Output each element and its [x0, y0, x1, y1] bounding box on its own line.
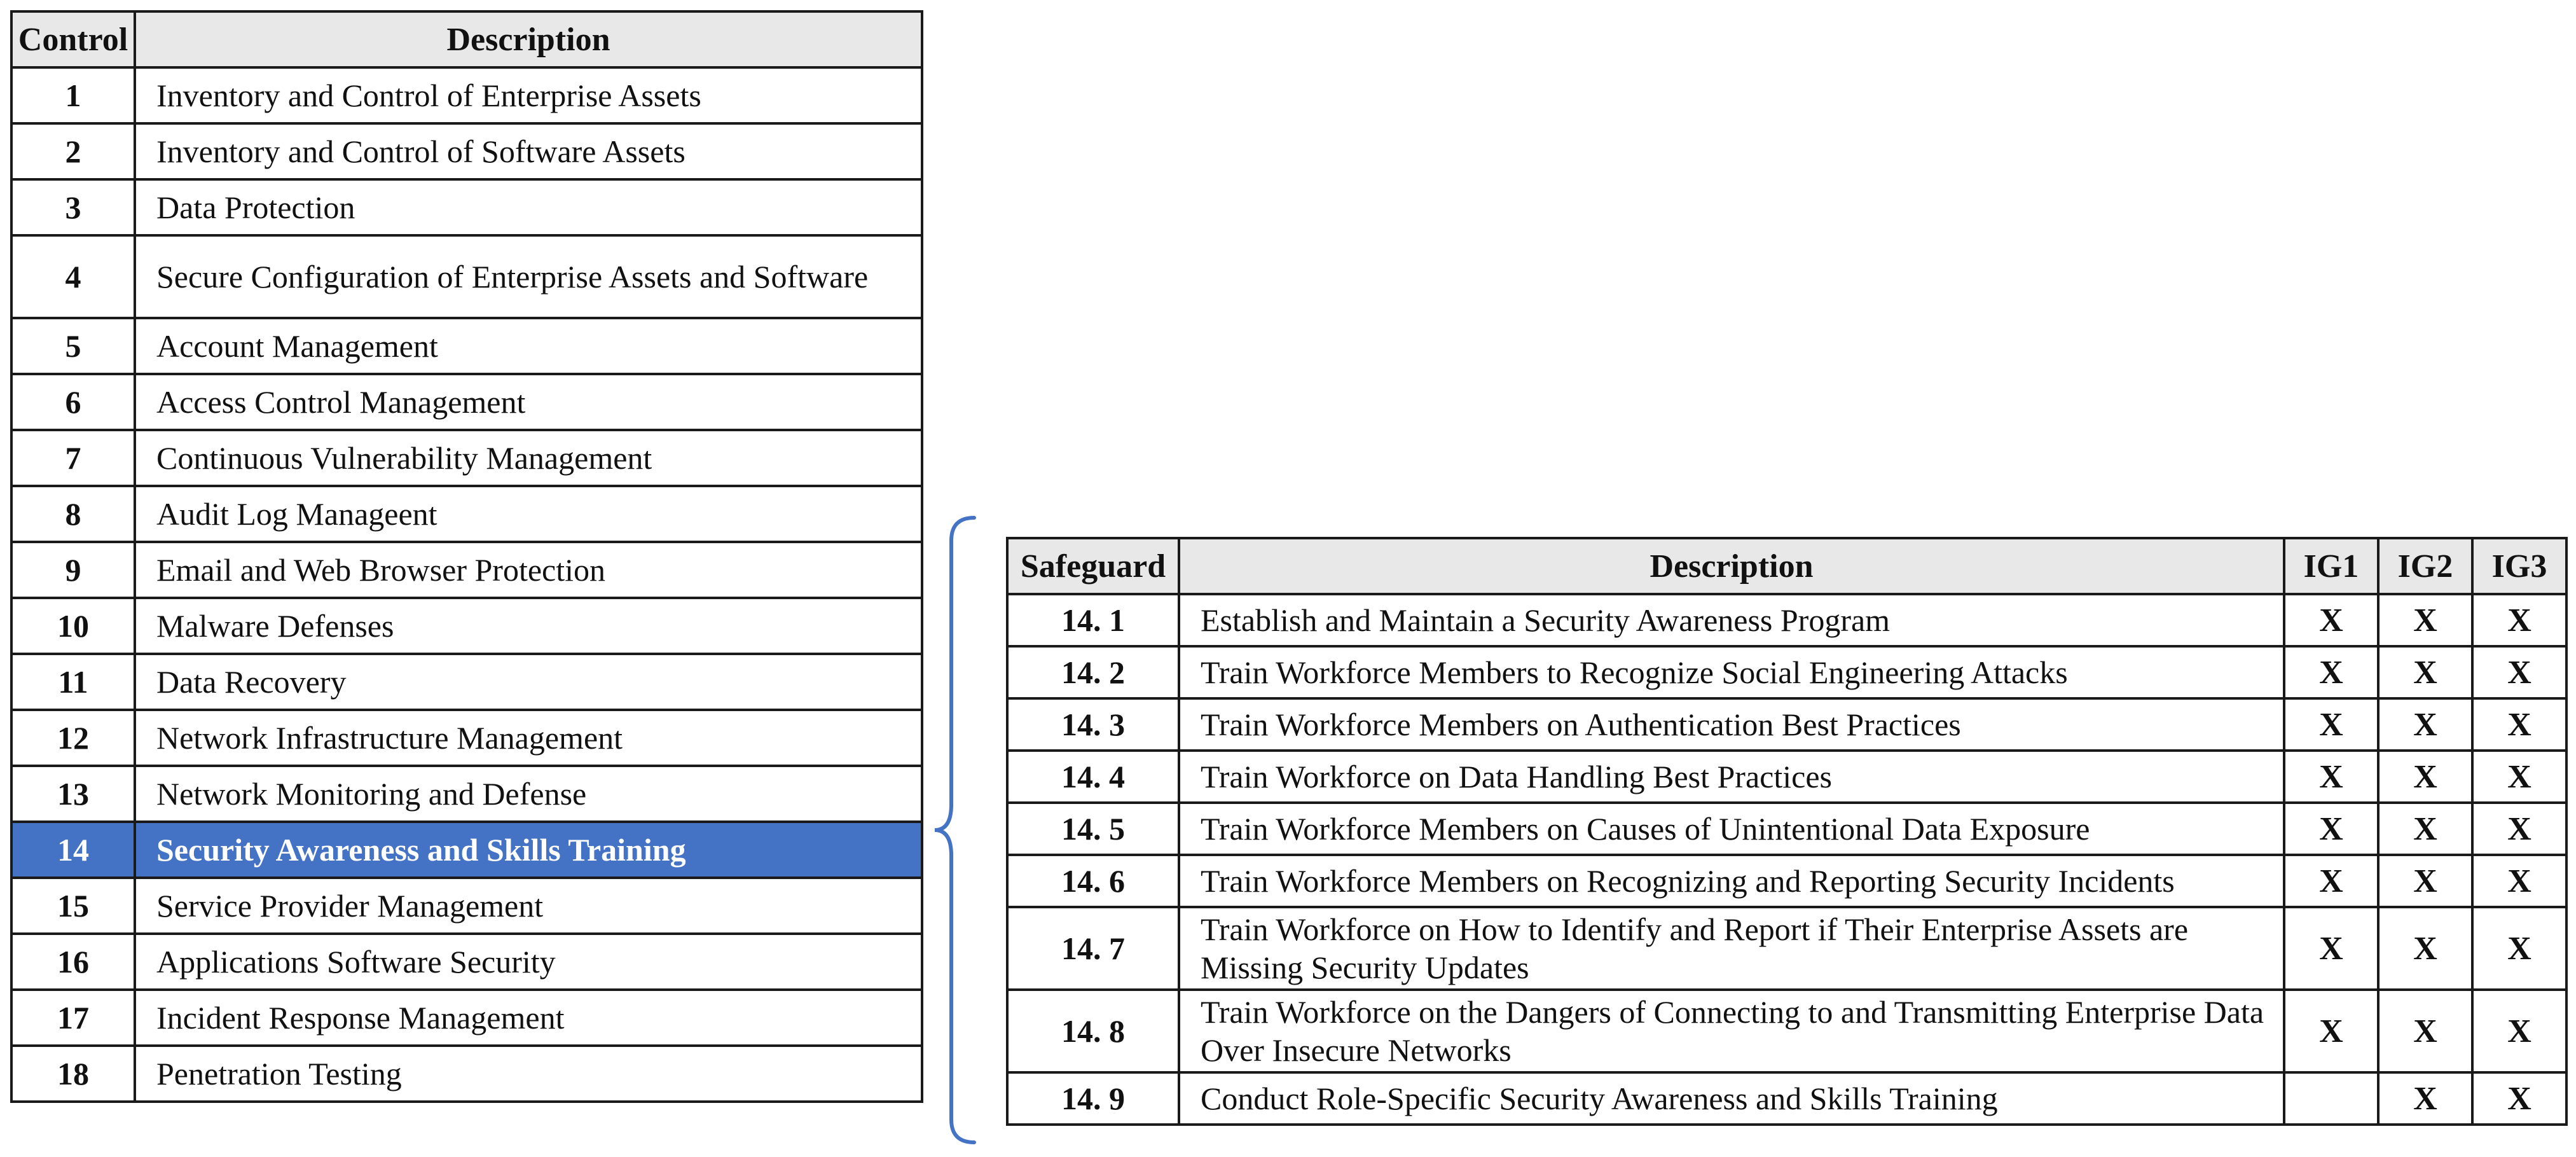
safeguard-description: Train Workforce on How to Identify and Report if Their Enterprise Assets are Missing Security Updates: [1179, 907, 2284, 990]
safeguard-number: 14. 9: [1007, 1072, 1179, 1125]
ig2-mark: X: [2378, 855, 2472, 907]
control-row: [11, 67, 922, 123]
ig3-mark: X: [2472, 855, 2566, 907]
ig2-mark: X: [2378, 1072, 2472, 1125]
safeguard-number: 14. 1: [1007, 594, 1179, 646]
ig3-mark: X: [2472, 594, 2566, 646]
column-header-description: Description: [1179, 538, 2284, 594]
safeguard-row: [1007, 803, 2566, 855]
column-header-control: Control: [11, 11, 135, 67]
safeguard-row: [1007, 990, 2566, 1072]
ig3-mark: X: [2472, 698, 2566, 751]
ig2-mark: X: [2378, 698, 2472, 751]
safeguard-description: Train Workforce Members on Authentication Best Practices: [1179, 698, 2284, 751]
ig1-mark: X: [2284, 698, 2378, 751]
safeguard-row: [1007, 751, 2566, 803]
safeguard-number: 14. 4: [1007, 751, 1179, 803]
control-description: Email and Web Browser Protection: [135, 542, 922, 598]
control-number: 7: [11, 430, 135, 486]
control-number: 10: [11, 598, 135, 654]
control-description: Audit Log Manageent: [135, 486, 922, 542]
ig3-mark: X: [2472, 907, 2566, 990]
safeguard-description: Conduct Role-Specific Security Awareness and Skills Training: [1179, 1072, 2284, 1125]
ig1-mark: X: [2284, 907, 2378, 990]
control-row: [11, 934, 922, 990]
control-row: [11, 878, 922, 934]
control-row: [11, 710, 922, 766]
ig2-mark: X: [2378, 990, 2472, 1072]
control-row: [11, 179, 922, 235]
control-description: Applications Software Security: [135, 934, 922, 990]
control-description: Incident Response Management: [135, 990, 922, 1046]
control-number: 18: [11, 1046, 135, 1102]
safeguard-description: Train Workforce Members on Recognizing and Reporting Security Incidents: [1179, 855, 2284, 907]
control-row: [11, 766, 922, 822]
control-number: 3: [11, 179, 135, 235]
control-row: [11, 990, 922, 1046]
control-row: [11, 318, 922, 374]
ig2-mark: X: [2378, 594, 2472, 646]
safeguard-description: Train Workforce Members to Recognize Social Engineering Attacks: [1179, 646, 2284, 698]
column-header-ig1: IG1: [2284, 538, 2378, 594]
safeguard-row: [1007, 1072, 2566, 1125]
control-row: [11, 430, 922, 486]
control-number: 15: [11, 878, 135, 934]
ig1-mark: [2284, 1072, 2378, 1125]
ig3-mark: X: [2472, 803, 2566, 855]
control-row: [11, 598, 922, 654]
ig1-mark: X: [2284, 990, 2378, 1072]
column-header-description: Description: [135, 11, 922, 67]
ig2-mark: X: [2378, 803, 2472, 855]
control-number: 5: [11, 318, 135, 374]
control-number: 1: [11, 67, 135, 123]
control-description: Account Management: [135, 318, 922, 374]
control-number: 9: [11, 542, 135, 598]
safeguards-table: [1006, 537, 2568, 1126]
safeguard-number: 14. 8: [1007, 990, 1179, 1072]
safeguard-description: Train Workforce on the Dangers of Connecting to and Transmitting Enterprise Data Over Insecure Networks: [1179, 990, 2284, 1072]
control-number: 8: [11, 486, 135, 542]
control-description: Data Protection: [135, 179, 922, 235]
safeguard-description: Train Workforce Members on Causes of Unintentional Data Exposure: [1179, 803, 2284, 855]
safeguard-number: 14. 2: [1007, 646, 1179, 698]
control-row: [11, 235, 922, 318]
control-row: [11, 654, 922, 710]
safeguard-number: 14. 3: [1007, 698, 1179, 751]
control-number: 4: [11, 235, 135, 318]
safeguard-description: Train Workforce on Data Handling Best Practices: [1179, 751, 2284, 803]
control-description: Continuous Vulnerability Management: [135, 430, 922, 486]
ig3-mark: X: [2472, 1072, 2566, 1125]
ig1-mark: X: [2284, 646, 2378, 698]
control-description: Secure Configuration of Enterprise Assets and Software: [135, 235, 922, 318]
safeguard-number: 14. 7: [1007, 907, 1179, 990]
safeguard-row: [1007, 646, 2566, 698]
control-description: Service Provider Management: [135, 878, 922, 934]
safeguards-header-row: [1007, 538, 2566, 594]
control-row: [11, 486, 922, 542]
control-number: 17: [11, 990, 135, 1046]
control-row: [11, 1046, 922, 1102]
control-description: Network Infrastructure Management: [135, 710, 922, 766]
control-description: Data Recovery: [135, 654, 922, 710]
ig3-mark: X: [2472, 646, 2566, 698]
control-description: Inventory and Control of Enterprise Assets: [135, 67, 922, 123]
control-row-highlighted: [11, 822, 922, 878]
control-description: Network Monitoring and Defense: [135, 766, 922, 822]
ig1-mark: X: [2284, 751, 2378, 803]
column-header-safeguard: Safeguard: [1007, 538, 1179, 594]
safeguard-description: Establish and Maintain a Security Awareness Program: [1179, 594, 2284, 646]
control-row: [11, 374, 922, 430]
control-description: Malware Defenses: [135, 598, 922, 654]
safeguard-number: 14. 5: [1007, 803, 1179, 855]
ig3-mark: X: [2472, 990, 2566, 1072]
controls-header-row: [11, 11, 922, 67]
control-number: 11: [11, 654, 135, 710]
control-number: 16: [11, 934, 135, 990]
safeguard-row: [1007, 594, 2566, 646]
ig1-mark: X: [2284, 803, 2378, 855]
ig3-mark: X: [2472, 751, 2566, 803]
ig1-mark: X: [2284, 594, 2378, 646]
column-header-ig3: IG3: [2472, 538, 2566, 594]
safeguard-row: [1007, 907, 2566, 990]
control-number: 2: [11, 123, 135, 179]
control-number: 12: [11, 710, 135, 766]
control-number: 14: [11, 822, 135, 878]
safeguard-row: [1007, 698, 2566, 751]
control-number: 13: [11, 766, 135, 822]
control-number: 6: [11, 374, 135, 430]
control-description: Penetration Testing: [135, 1046, 922, 1102]
ig2-mark: X: [2378, 646, 2472, 698]
curly-brace-icon: [935, 515, 986, 1145]
column-header-ig2: IG2: [2378, 538, 2472, 594]
safeguard-number: 14. 6: [1007, 855, 1179, 907]
control-description: Security Awareness and Skills Training: [135, 822, 922, 878]
ig1-mark: X: [2284, 855, 2378, 907]
control-row: [11, 123, 922, 179]
ig2-mark: X: [2378, 907, 2472, 990]
ig2-mark: X: [2378, 751, 2472, 803]
safeguard-row: [1007, 855, 2566, 907]
controls-table: [10, 10, 923, 1103]
control-row: [11, 542, 922, 598]
control-description: Inventory and Control of Software Assets: [135, 123, 922, 179]
control-description: Access Control Management: [135, 374, 922, 430]
